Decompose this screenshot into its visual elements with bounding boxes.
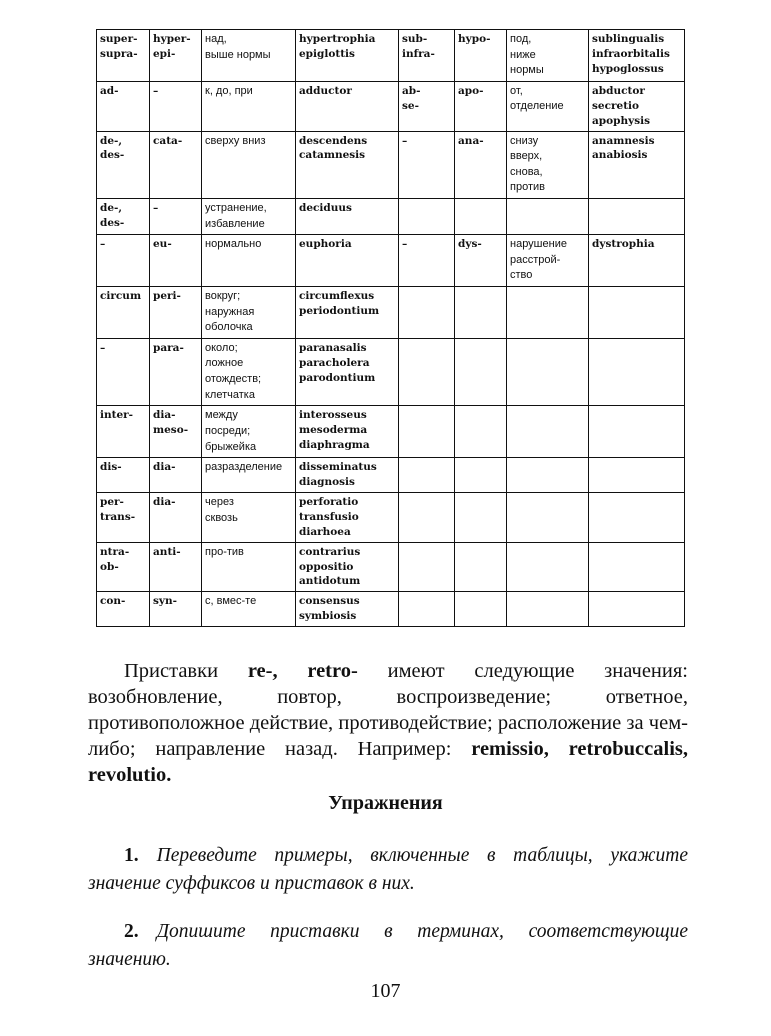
table-cell xyxy=(455,406,507,458)
paragraph-bold-examples: remissio, retrobuccalis, revolutio. xyxy=(88,738,688,786)
table-cell xyxy=(97,131,150,198)
exercise-1-text: Переведите примеры, включенные в таблицы, укажите значение суффиксов и приставок в них. xyxy=(88,845,688,894)
prefix-table xyxy=(96,29,685,627)
cell-text: – xyxy=(402,238,408,251)
cell-text: parodontium xyxy=(299,371,376,384)
table-cell xyxy=(507,592,589,627)
cell-text: устранение, xyxy=(205,201,267,214)
table-cell xyxy=(455,492,507,542)
page-number: 107 xyxy=(370,980,401,1002)
cell-text: de-, xyxy=(100,201,123,214)
cell-text: ab- xyxy=(402,84,421,97)
table-cell xyxy=(507,492,589,542)
exercise-2-text: Допишите приставки в терминах, соответствующие значению. xyxy=(88,921,688,970)
table-cell xyxy=(507,542,589,592)
table-cell xyxy=(399,287,455,339)
table-cell xyxy=(296,131,399,198)
cell-text: perforatio xyxy=(299,495,359,508)
table-cell xyxy=(97,30,150,82)
cell-text: dia- xyxy=(153,495,176,508)
cell-text: contrarius xyxy=(299,545,361,558)
cell-text: снова, xyxy=(510,165,543,178)
table-cell xyxy=(296,542,399,592)
cell-text: между xyxy=(205,409,238,422)
cell-text: наружная xyxy=(205,305,255,318)
table-cell xyxy=(399,30,455,82)
table-cell xyxy=(150,492,202,542)
table-cell xyxy=(507,406,589,458)
cell-text: к, до, при xyxy=(205,84,253,97)
table-cell xyxy=(507,30,589,82)
cell-text: через xyxy=(205,495,234,508)
cell-text: около; xyxy=(205,341,238,354)
table-cell xyxy=(399,131,455,198)
cell-text: под, xyxy=(510,33,532,45)
cell-text: расстрой- xyxy=(510,253,561,266)
section-heading: Упражнения xyxy=(328,792,443,814)
table-cell xyxy=(507,458,589,493)
exercise-1 xyxy=(88,842,688,898)
cell-text: dis- xyxy=(100,461,122,474)
table-row xyxy=(97,287,685,339)
cell-text: брыжейка xyxy=(205,440,257,453)
table-cell xyxy=(399,198,455,234)
cell-text: meso- xyxy=(153,424,189,437)
table-cell xyxy=(296,287,399,339)
table-cell xyxy=(589,30,685,82)
cell-text: ложное xyxy=(205,357,244,370)
cell-text: hypertrophia xyxy=(299,33,376,45)
cell-text: epi- xyxy=(153,47,176,60)
cell-text: diaphragma xyxy=(299,439,370,452)
table-cell xyxy=(97,338,150,405)
cell-text: descendens xyxy=(299,134,368,147)
cell-text: trans- xyxy=(100,510,136,523)
table-cell xyxy=(455,592,507,627)
cell-text: transfusio xyxy=(299,510,359,523)
table-cell xyxy=(150,592,202,627)
table-cell xyxy=(150,406,202,458)
table-row xyxy=(97,198,685,234)
table-cell xyxy=(455,338,507,405)
cell-text: – xyxy=(153,201,159,214)
table-cell xyxy=(455,458,507,493)
cell-text: dystrophia xyxy=(592,238,655,251)
cell-text: над, xyxy=(205,33,227,45)
cell-text: клетчатка xyxy=(205,388,255,401)
table-cell xyxy=(399,458,455,493)
table-cell xyxy=(150,235,202,287)
table-cell xyxy=(296,338,399,405)
table-cell xyxy=(589,338,685,405)
cell-text: adductor xyxy=(299,84,352,97)
table-cell xyxy=(507,198,589,234)
cell-text: с, вмес-те xyxy=(205,595,257,608)
table-cell xyxy=(399,492,455,542)
cell-text: interosseus xyxy=(299,409,367,422)
table-cell xyxy=(97,592,150,627)
cell-text: сквозь xyxy=(205,511,238,524)
cell-text: hypoglossus xyxy=(592,62,664,75)
table-cell xyxy=(589,458,685,493)
table-cell xyxy=(296,406,399,458)
cell-text: ad- xyxy=(100,84,119,97)
table-cell xyxy=(97,235,150,287)
table-cell xyxy=(507,131,589,198)
cell-text: посреди; xyxy=(205,424,251,437)
table-cell xyxy=(589,81,685,131)
cell-text: cata- xyxy=(153,134,183,147)
cell-text: abductor xyxy=(592,84,645,97)
cell-text: от, xyxy=(510,84,523,97)
table-row xyxy=(97,458,685,493)
cell-text: – xyxy=(402,134,408,147)
cell-text: ntra- xyxy=(100,545,130,558)
exercise-2 xyxy=(88,918,688,974)
table-cell xyxy=(589,287,685,339)
table-cell xyxy=(202,542,296,592)
table-row xyxy=(97,30,685,82)
cell-text: periodontium xyxy=(299,304,380,317)
table-cell xyxy=(150,30,202,82)
table-cell xyxy=(455,542,507,592)
table-cell xyxy=(97,406,150,458)
table-cell xyxy=(399,592,455,627)
table-cell xyxy=(455,198,507,234)
cell-text: catamnesis xyxy=(299,149,366,162)
cell-text: ana- xyxy=(458,134,484,147)
cell-text: apophysis xyxy=(592,114,651,127)
cell-text: sub- xyxy=(402,33,428,45)
table-cell xyxy=(202,406,296,458)
cell-text: снизу xyxy=(510,134,539,147)
prefix-paragraph xyxy=(88,658,688,788)
cell-text: euphoria xyxy=(299,238,352,251)
table-cell xyxy=(97,287,150,339)
table-cell xyxy=(202,198,296,234)
paragraph-text-1: Приставки xyxy=(124,660,248,682)
cell-text: sublingualis xyxy=(592,33,665,45)
cell-text: вверх, xyxy=(510,150,543,163)
cell-text: per- xyxy=(100,495,124,508)
cell-text: – xyxy=(100,341,106,354)
cell-text: epiglottis xyxy=(299,47,355,60)
cell-text: hypo- xyxy=(458,33,491,45)
cell-text: super- xyxy=(100,33,138,45)
table-row xyxy=(97,492,685,542)
table-cell xyxy=(589,542,685,592)
cell-text: anabiosis xyxy=(592,149,648,162)
table-cell xyxy=(97,542,150,592)
cell-text: para- xyxy=(153,341,184,354)
cell-text: dia- xyxy=(153,409,176,422)
cell-text: apo- xyxy=(458,84,484,97)
cell-text: mesoderma xyxy=(299,424,368,437)
table-cell xyxy=(97,492,150,542)
table-cell xyxy=(399,406,455,458)
cell-text: syn- xyxy=(153,595,178,608)
cell-text: des- xyxy=(100,216,125,229)
cell-text: paracholera xyxy=(299,356,370,369)
cell-text: des- xyxy=(100,149,125,162)
cell-text: deciduus xyxy=(299,201,352,214)
cell-text: oppositio xyxy=(299,560,354,573)
table-cell xyxy=(455,30,507,82)
cell-text: eu- xyxy=(153,238,172,251)
exercise-1-number: 1. xyxy=(124,845,139,866)
table-cell xyxy=(455,287,507,339)
cell-text: diagnosis xyxy=(299,476,355,489)
cell-text: сверху вниз xyxy=(205,134,266,147)
table-cell xyxy=(150,458,202,493)
cell-text: secretio xyxy=(592,99,640,112)
cell-text: circum xyxy=(100,290,142,303)
paragraph-bold-prefixes: re-, retro- xyxy=(247,660,358,682)
table-row xyxy=(97,592,685,627)
table-cell xyxy=(589,592,685,627)
table-cell xyxy=(97,458,150,493)
cell-text: disseminatus xyxy=(299,461,377,474)
table-cell xyxy=(399,81,455,131)
cell-text: infra- xyxy=(402,47,435,60)
table-cell xyxy=(399,235,455,287)
table-cell xyxy=(150,287,202,339)
table-cell xyxy=(202,81,296,131)
table-cell xyxy=(507,235,589,287)
paragraph-text-2: имеют следующие значения: возобновление, повтор, воспроизведение; ответное, противоположное действие, противодействие; расположение за чем-либо; направление назад. Например: xyxy=(88,660,688,760)
cell-text: – xyxy=(100,238,106,251)
cell-text: ниже xyxy=(510,48,536,61)
cell-text: против xyxy=(510,181,545,194)
cell-text: отделение xyxy=(510,100,564,113)
table-row xyxy=(97,406,685,458)
cell-text: supra- xyxy=(100,47,138,60)
table-cell xyxy=(589,406,685,458)
table-cell xyxy=(202,492,296,542)
cell-text: нормы xyxy=(510,64,544,77)
cell-text: hyper- xyxy=(153,33,191,45)
cell-text: вокруг; xyxy=(205,290,241,303)
cell-text: de-, xyxy=(100,134,123,147)
cell-text: dia- xyxy=(153,461,176,474)
table-row xyxy=(97,338,685,405)
cell-text: consensus xyxy=(299,595,360,608)
table-cell xyxy=(202,592,296,627)
table-cell xyxy=(202,30,296,82)
table-cell xyxy=(589,198,685,234)
cell-text: infraorbitalis xyxy=(592,47,670,60)
table-cell xyxy=(455,235,507,287)
prefix-table-body xyxy=(97,30,685,627)
cell-text: con- xyxy=(100,595,126,608)
cell-text: разразделение xyxy=(205,461,283,474)
cell-text: dys- xyxy=(458,238,482,251)
cell-text: se- xyxy=(402,99,419,112)
table-cell xyxy=(150,542,202,592)
table-cell xyxy=(150,131,202,198)
cell-text: выше нормы xyxy=(205,48,271,61)
cell-text: peri- xyxy=(153,290,181,303)
cell-text: paranasalis xyxy=(299,341,367,354)
cell-text: ство xyxy=(510,269,533,282)
table-cell xyxy=(202,458,296,493)
table-cell xyxy=(296,592,399,627)
cell-text: inter- xyxy=(100,409,134,422)
table-cell xyxy=(150,198,202,234)
cell-text: diarhoea xyxy=(299,525,351,538)
table-row xyxy=(97,81,685,131)
table-cell xyxy=(202,131,296,198)
table-row xyxy=(97,235,685,287)
table-cell xyxy=(507,287,589,339)
table-cell xyxy=(296,30,399,82)
table-cell xyxy=(589,131,685,198)
cell-text: нарушение xyxy=(510,238,567,251)
table-cell xyxy=(296,81,399,131)
cell-text: оболочка xyxy=(205,321,253,334)
table-cell xyxy=(507,338,589,405)
exercise-2-number: 2. xyxy=(124,921,139,942)
table-row xyxy=(97,542,685,592)
table-cell xyxy=(589,492,685,542)
table-cell xyxy=(296,458,399,493)
table-cell xyxy=(296,198,399,234)
cell-text: antidotum xyxy=(299,575,361,588)
table-cell xyxy=(97,81,150,131)
table-cell xyxy=(455,81,507,131)
table-cell xyxy=(202,338,296,405)
table-row xyxy=(97,131,685,198)
table-cell xyxy=(150,81,202,131)
table-cell xyxy=(455,131,507,198)
cell-text: про-тив xyxy=(205,545,244,558)
table-cell xyxy=(202,287,296,339)
table-cell xyxy=(399,338,455,405)
cell-text: нормально xyxy=(205,238,262,251)
table-cell xyxy=(507,81,589,131)
cell-text: symbiosis xyxy=(299,610,357,623)
cell-text: – xyxy=(153,84,159,97)
table-cell xyxy=(589,235,685,287)
table-cell xyxy=(296,235,399,287)
table-cell xyxy=(296,492,399,542)
cell-text: ob- xyxy=(100,560,119,573)
table-cell xyxy=(399,542,455,592)
cell-text: отождеств; xyxy=(205,373,262,386)
cell-text: circumflexus xyxy=(299,290,375,303)
table-cell xyxy=(97,198,150,234)
cell-text: избавление xyxy=(205,217,265,230)
table-cell xyxy=(150,338,202,405)
table-cell xyxy=(202,235,296,287)
cell-text: anamnesis xyxy=(592,134,655,147)
cell-text: anti- xyxy=(153,545,181,558)
